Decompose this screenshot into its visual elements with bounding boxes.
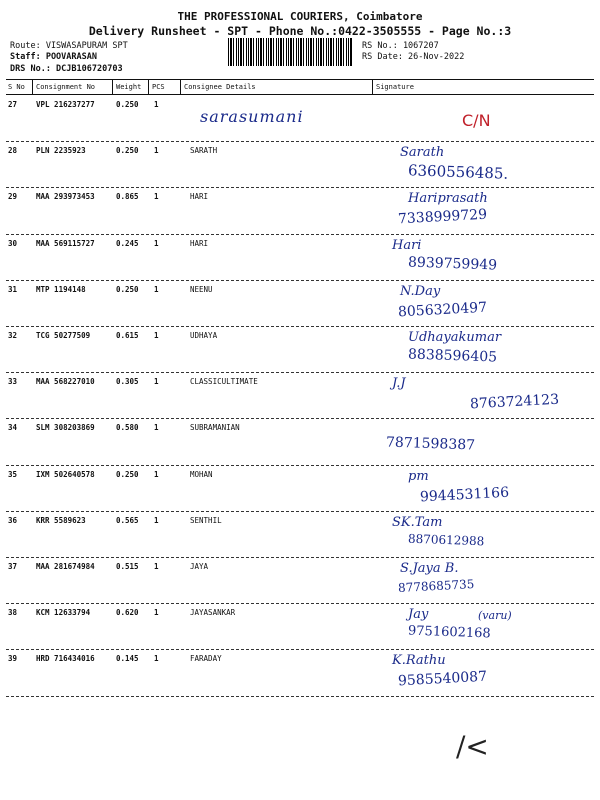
pcs-value: 1 xyxy=(154,515,159,525)
signature-name: N.Day xyxy=(400,283,441,299)
row-divider xyxy=(6,649,594,650)
consignment-number: MAA 569115727 xyxy=(36,238,95,248)
serial-number: 33 xyxy=(8,377,18,387)
signature-name: J.J xyxy=(392,376,406,392)
signature-phone: 8838596405 xyxy=(407,346,498,366)
serial-number: 31 xyxy=(8,284,18,294)
weight-value: 0.580 xyxy=(116,423,139,433)
drs-label: DRS No.: DCJB106720703 xyxy=(10,64,123,74)
pcs-value: 1 xyxy=(154,377,159,387)
signature-phone: 8870612988 xyxy=(407,531,485,549)
serial-number: 38 xyxy=(8,608,18,618)
route-label: Route: VISWASAPURAM SPT xyxy=(10,41,128,51)
signature-name: SK.Tam xyxy=(392,514,443,530)
consignee-name: SARATH xyxy=(190,146,218,156)
weight-value: 0.245 xyxy=(116,238,139,248)
consignment-number: IXM 502640578 xyxy=(36,469,95,479)
col-divider xyxy=(32,79,33,95)
pcs-value: 1 xyxy=(154,654,159,664)
signature-name: K.Rathu xyxy=(392,653,446,669)
barcode xyxy=(228,38,353,66)
consignment-number: SLM 308203869 xyxy=(36,423,95,433)
pcs-value: 1 xyxy=(154,192,159,202)
col-consignment: Consignment No xyxy=(36,83,96,91)
consignment-number: MAA 293973453 xyxy=(36,192,95,202)
consignee-name: SUBRAMANIAN xyxy=(190,423,240,433)
consignment-number: HRD 716434016 xyxy=(36,654,95,664)
signature-phone: 6360556485. xyxy=(407,161,509,183)
header-rule-top xyxy=(6,79,594,80)
serial-number: 30 xyxy=(8,238,18,248)
signature-phone: 8778685735 xyxy=(397,577,475,595)
weight-value: 0.250 xyxy=(116,284,139,294)
weight-value: 0.145 xyxy=(116,654,139,664)
consignee-name: SENTHIL xyxy=(190,515,222,525)
rs-date: RS Date: 26-Nov-2022 xyxy=(362,52,465,62)
consignment-number: KRR 5589623 xyxy=(36,515,86,525)
weight-value: 0.305 xyxy=(116,377,139,387)
row-divider xyxy=(6,187,594,188)
consignment-number: MAA 281674984 xyxy=(36,562,95,571)
col-signature: Signature xyxy=(376,83,414,91)
signature-phone: 7338999729 xyxy=(397,207,488,228)
consignment-number: PLN 2235923 xyxy=(36,146,86,156)
pcs-value: 1 xyxy=(154,469,159,479)
pcs-value: 1 xyxy=(154,100,159,109)
serial-number: 27 xyxy=(8,100,18,109)
signature-name: Sarath xyxy=(400,145,445,161)
row-divider xyxy=(6,418,594,419)
weight-value: 0.865 xyxy=(116,192,139,202)
signature-name: sarasumani xyxy=(200,107,304,126)
col-pcs: PCS xyxy=(152,83,165,91)
consignment-number: KCM 12633794 xyxy=(36,608,91,618)
consignee-name: HARI xyxy=(190,192,209,202)
pcs-value: 1 xyxy=(154,238,159,248)
consignee-name: UDHAYA xyxy=(190,331,218,340)
pcs-value: 1 xyxy=(154,562,159,571)
row-divider xyxy=(6,557,594,558)
consignment-number: MAA 568227010 xyxy=(36,377,95,387)
weight-value: 0.615 xyxy=(116,331,139,340)
signature-phone: 8056320497 xyxy=(397,299,488,321)
rs-number: RS No.: 1067207 xyxy=(362,41,439,51)
consignee-name: CLASSICULTIMATE xyxy=(190,377,258,387)
consignee-name: HARI xyxy=(190,238,209,248)
pcs-value: 1 xyxy=(154,331,159,340)
row-divider xyxy=(6,372,594,373)
row-divider xyxy=(6,465,594,466)
signature-name: Hari xyxy=(392,237,422,253)
consignee-name: JAYASANKAR xyxy=(190,608,236,618)
signature-note: (varu) xyxy=(478,609,512,623)
row-divider xyxy=(6,696,594,697)
signature-phone: 9751602168 xyxy=(407,623,491,642)
consignee-name: MOHAN xyxy=(190,469,213,479)
footer-mark: /< xyxy=(456,730,489,763)
col-divider xyxy=(112,79,113,95)
serial-number: 29 xyxy=(8,192,18,202)
row-divider xyxy=(6,141,594,142)
staff-label: Staff: POOVARASAN xyxy=(10,52,97,62)
col-weight: Weight xyxy=(116,83,142,91)
weight-value: 0.565 xyxy=(116,515,139,525)
consignment-number: MTP 1194148 xyxy=(36,284,86,294)
weight-value: 0.515 xyxy=(116,562,139,571)
serial-number: 28 xyxy=(8,146,18,156)
row-divider xyxy=(6,511,594,512)
signature-phone: 8763724123 xyxy=(469,391,560,413)
consignee-name: FARADAY xyxy=(190,654,222,664)
serial-number: 34 xyxy=(8,423,18,433)
row-divider xyxy=(6,603,594,604)
col-sno: S No xyxy=(8,83,25,91)
consignment-number: VPL 216237277 xyxy=(36,100,95,109)
signature-phone: 7871598387 xyxy=(385,434,476,454)
row-divider xyxy=(6,326,594,327)
signature-phone: 9944531166 xyxy=(419,484,510,505)
signature-name: Jay xyxy=(408,607,429,623)
weight-value: 0.250 xyxy=(116,469,139,479)
weight-value: 0.620 xyxy=(116,608,139,618)
weight-value: 0.250 xyxy=(116,146,139,156)
row-divider xyxy=(6,280,594,281)
col-consignee: Consignee Details xyxy=(184,83,256,91)
serial-number: 37 xyxy=(8,562,18,571)
runsheet-title: THE PROFESSIONAL COURIERS, Coimbatore xyxy=(177,10,423,23)
signature-name: Hariprasath xyxy=(408,191,488,207)
consignment-number: TCG 50277509 xyxy=(36,331,91,340)
consignee-name: NEENU xyxy=(190,284,213,294)
pcs-value: 1 xyxy=(154,608,159,618)
header-rule-bottom xyxy=(6,94,594,95)
pcs-value: 1 xyxy=(154,284,159,294)
col-divider xyxy=(148,79,149,95)
consignee-name: JAYA xyxy=(190,562,209,571)
row-divider xyxy=(6,234,594,235)
signature-name: Udhayakumar xyxy=(408,330,502,345)
col-divider xyxy=(372,79,373,95)
serial-number: 39 xyxy=(8,654,18,664)
serial-number: 36 xyxy=(8,515,18,525)
signature-note: C/N xyxy=(462,111,491,130)
signature-name: S.Jaya B. xyxy=(400,561,459,576)
signature-phone: 9585540087 xyxy=(397,669,488,690)
serial-number: 35 xyxy=(8,469,18,479)
pcs-value: 1 xyxy=(154,423,159,433)
pcs-value: 1 xyxy=(154,146,159,156)
serial-number: 32 xyxy=(8,331,18,340)
col-divider xyxy=(180,79,181,95)
runsheet-subtitle: Delivery Runsheet - SPT - Phone No.:0422-3505555 - Page No.:3 xyxy=(88,24,512,38)
weight-value: 0.250 xyxy=(116,100,139,109)
signature-name: pm xyxy=(408,468,429,484)
signature-phone: 8939759949 xyxy=(407,254,498,274)
